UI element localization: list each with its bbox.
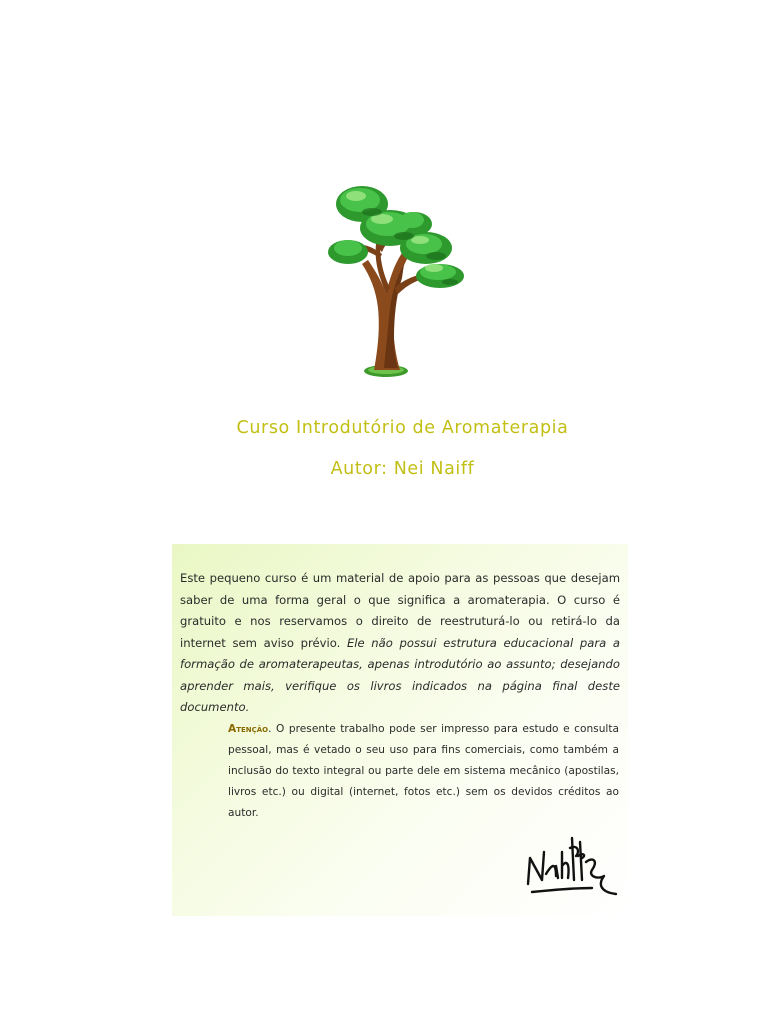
intro-paragraph xyxy=(180,568,620,719)
notice-separator: . xyxy=(268,723,272,735)
notice-paragraph xyxy=(228,719,619,824)
page-title: Curso Introdutório de Aromaterapia xyxy=(236,418,569,438)
notice-text: O presente trabalho pode ser impresso para estudo e consulta pessoal, mas é vetado o seu uso para fins comerciais, como também a inclusão do texto integral ou parte dele em sistema mecânico (apostilas, livros etc.) ou digital (internet, fotos etc.) sem os devidos créditos ao autor. xyxy=(228,723,619,819)
intro-text: Este pequeno curso é um material de apoio para as pessoas que desejam saber de uma forma geral o que significa a aromaterapia. O curso é gratuito e nos reservamos o direito de reestruturá-lo ou retirá-lo da internet sem aviso prévio. xyxy=(180,571,620,650)
author-line: Autor: Nei Naiff xyxy=(330,459,475,479)
intro-italic-text: Ele não possui estrutura educacional para a formação de aromaterapeutas, apenas introdutório ao assunto; desejando aprender mais, verifique os livros indicados na página final deste documento. xyxy=(180,635,620,714)
tree-icon xyxy=(318,178,468,383)
intro-panel xyxy=(172,544,628,916)
notice-label: Atenção xyxy=(228,723,269,735)
signature-icon xyxy=(522,822,620,904)
